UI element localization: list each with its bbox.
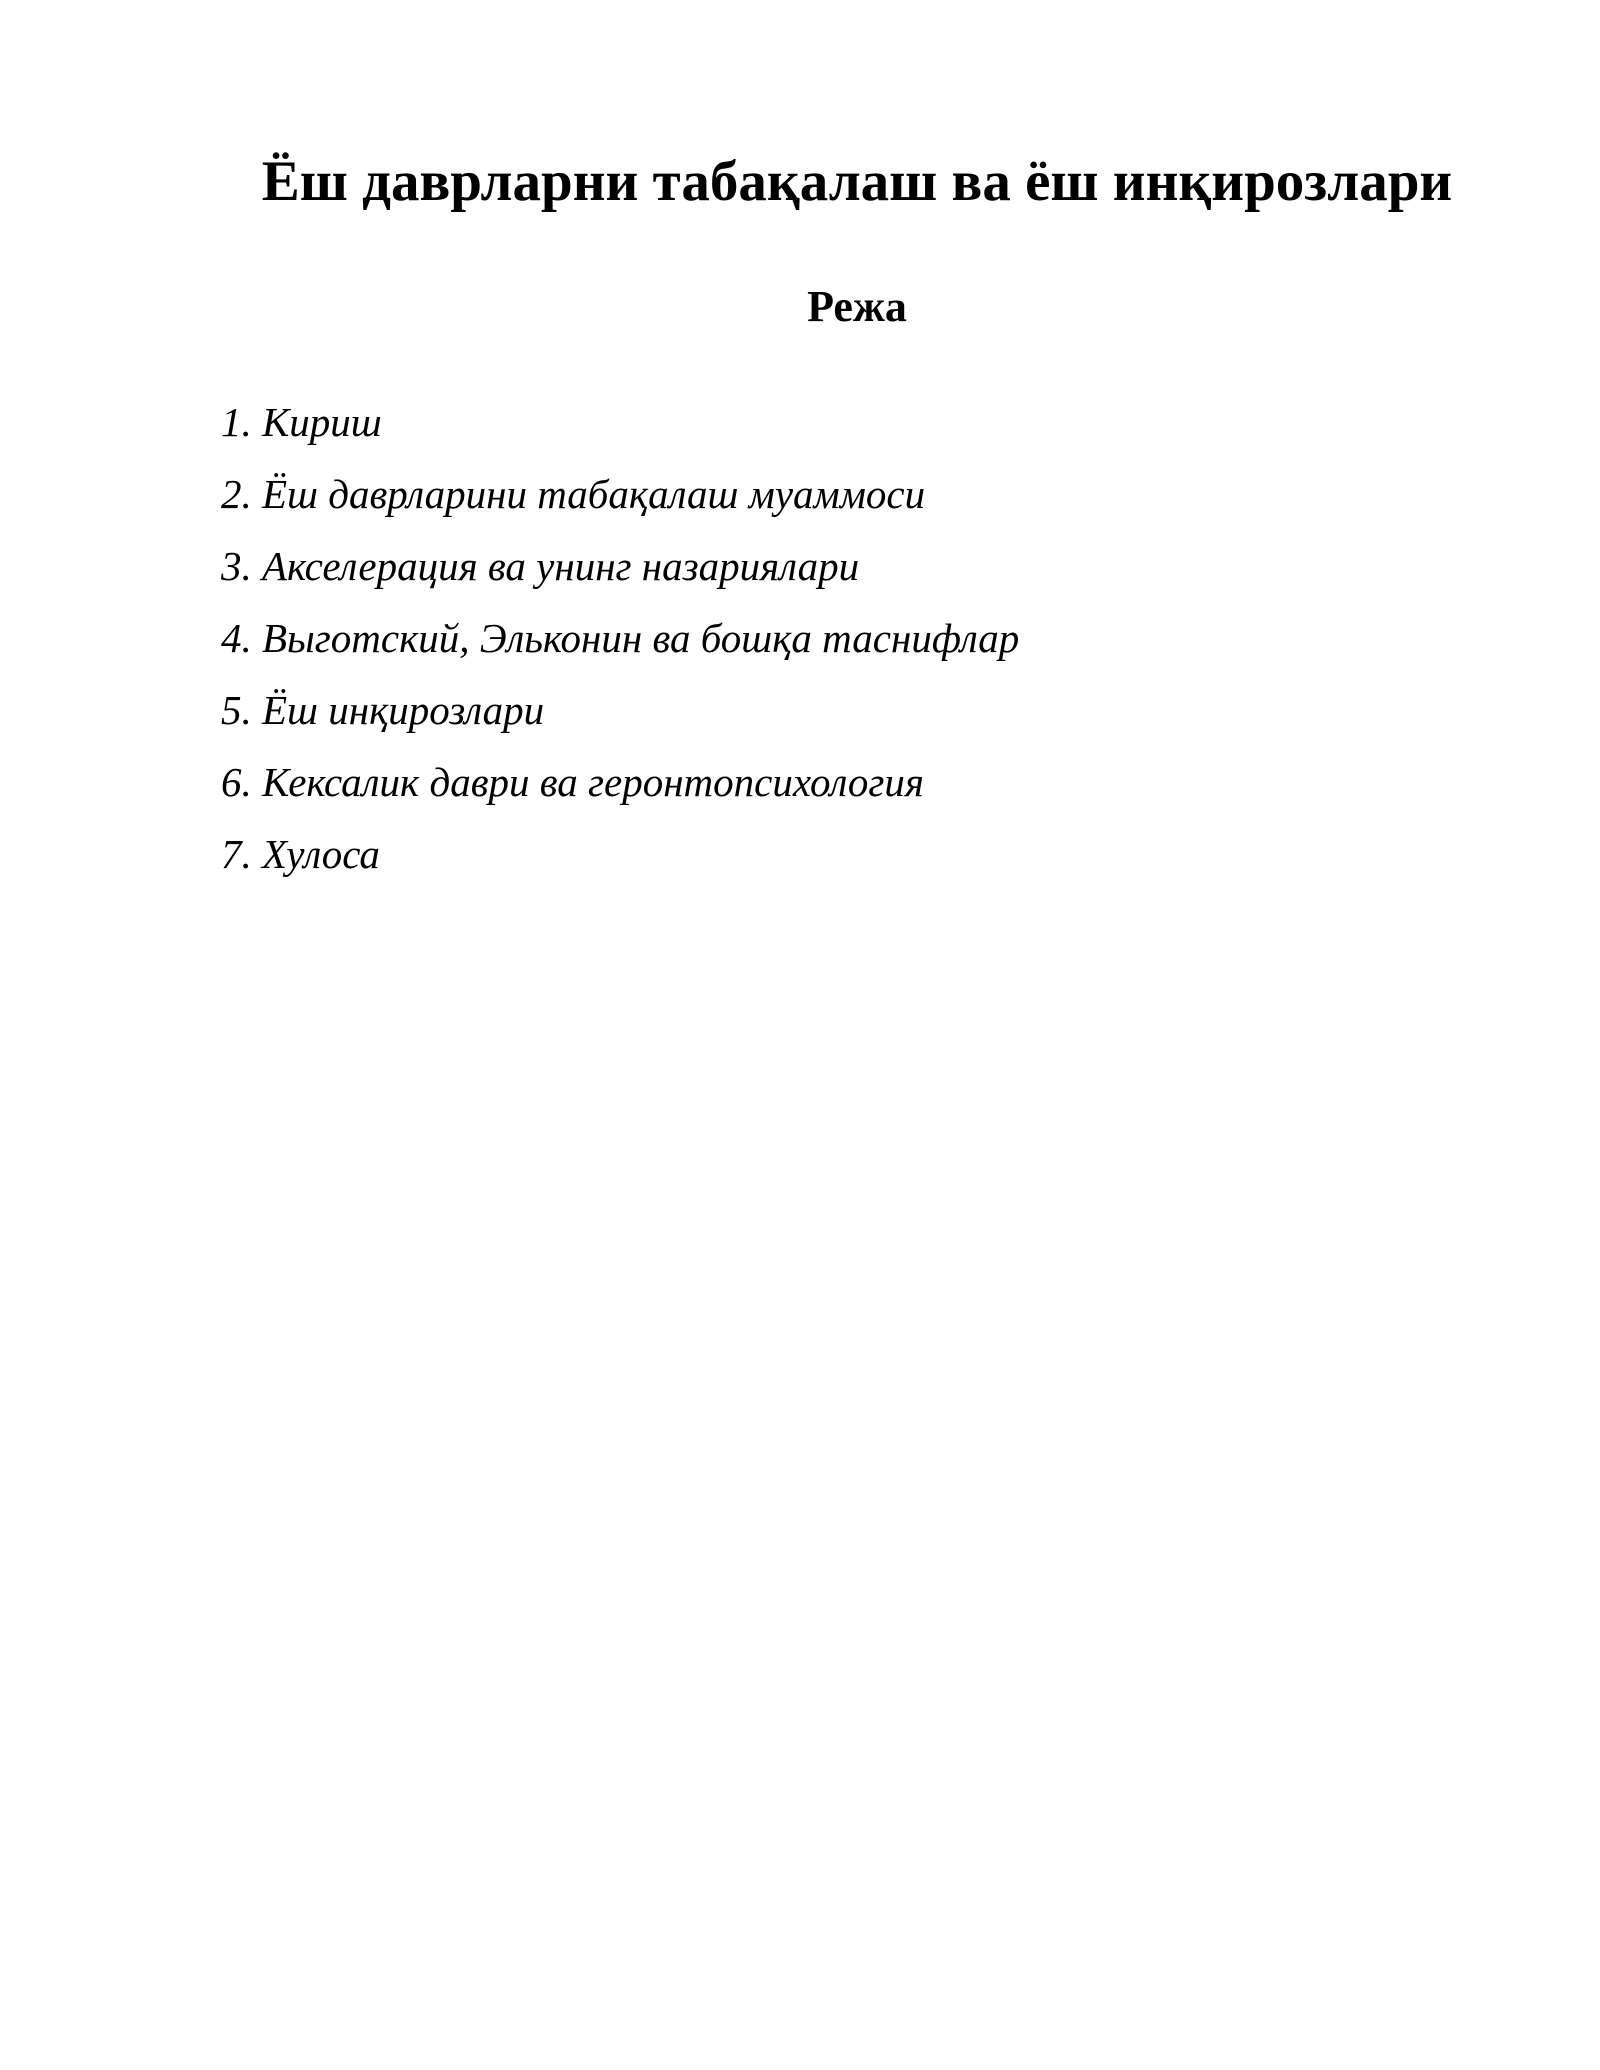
plan-item-2: 2. Ёш даврларини табақалаш муаммоси <box>221 471 926 517</box>
plan-item-4: 4. Выготский, Эльконин ва бошқа таснифлар <box>221 615 1020 661</box>
plan-item-5: 5. Ёш инқирозлари <box>221 687 545 733</box>
plan-item-7: 7. Хулоса <box>221 831 380 877</box>
plan-item-1: 1. Кириш <box>221 399 382 445</box>
document-title: Ёш даврларни табақалаш ва ёш инқирозлари <box>261 150 1453 213</box>
plan-list <box>221 386 1019 890</box>
plan-item-3: 3. Акселерация ва унинг назариялари <box>221 543 860 589</box>
plan-heading: Режа <box>807 282 907 331</box>
plan-item-6: 6. Кексалик даври ва геронтопсихология <box>221 759 924 805</box>
